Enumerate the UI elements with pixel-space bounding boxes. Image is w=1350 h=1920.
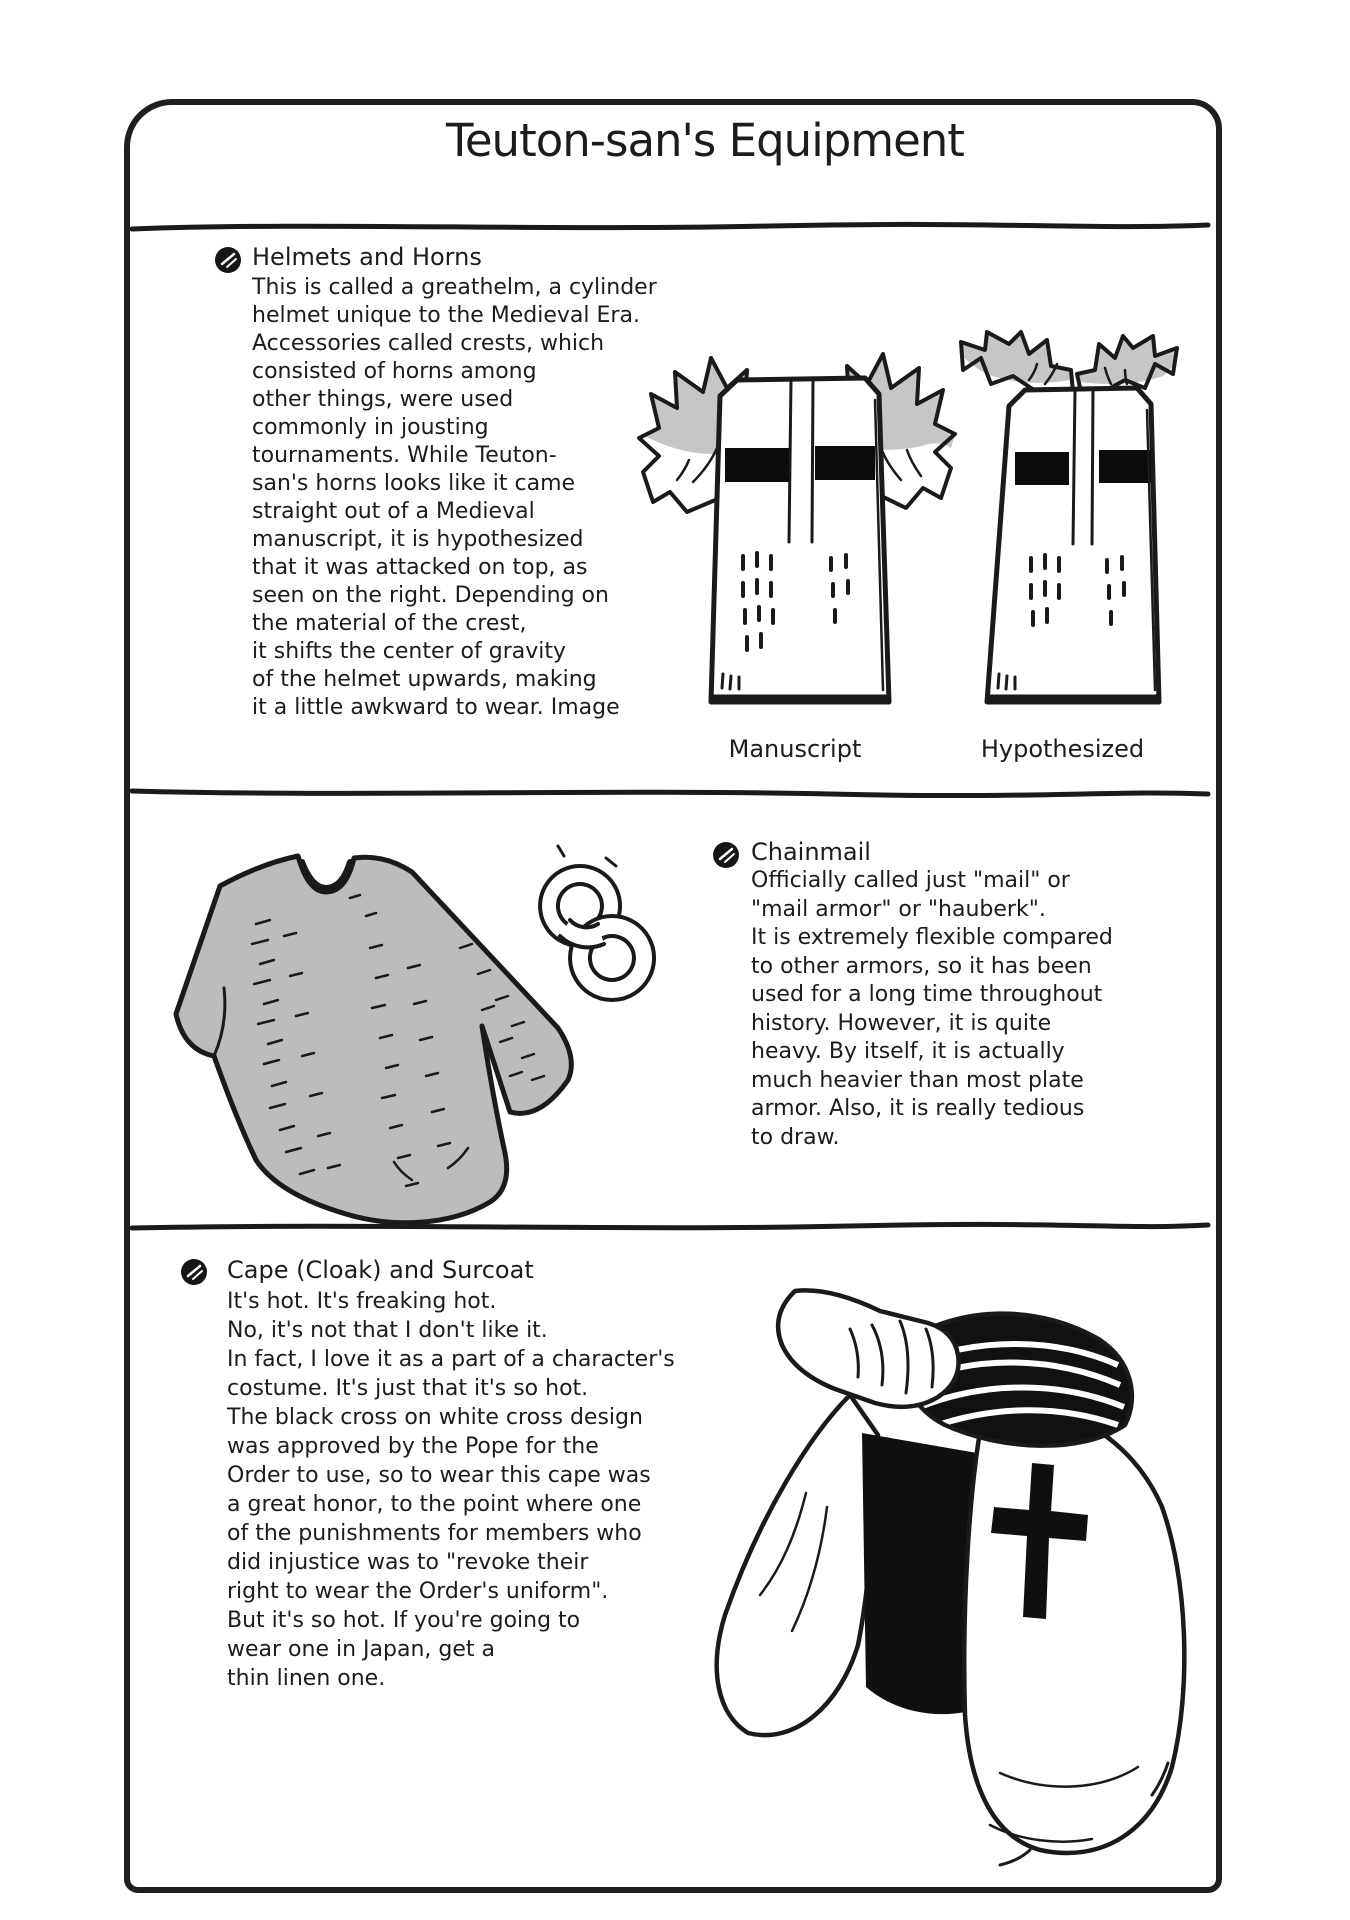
greathelm-hypothesized-illustration <box>961 332 1177 702</box>
chainmail-shirt-illustration <box>176 856 571 1223</box>
bullet-icon <box>179 1257 211 1289</box>
section-body-chainmail: Officially called just "mail" or "mail armor" or "hauberk". It is extremely flexible compared to other armors, so it has been used for a long time throughout history. However, it is quite heavy. By itself, it is actually much heavier than most plate armor. Also, it is really tedious to draw. <box>751 868 1113 1150</box>
caption-hypothesized: Hypothesized <box>980 735 1145 763</box>
section-divider <box>130 787 1210 799</box>
section-divider <box>130 1222 1210 1234</box>
section-body-cape: It's hot. It's freaking hot. No, it's not that I don't like it. In fact, I love it as a part of a character's costume. It's just that it's so hot. The black cross on white cross design was approved by the Pope for the Order to use, so to wear this cape was a great honor, to the point where one of the punishments for members who did injustice was to "revoke their right to wear the Order's uniform". But it's so hot. If you're going to wear one in Japan, get a thin linen one. <box>227 1289 675 1691</box>
chain-rings-illustration <box>540 846 654 1000</box>
greathelm-illustrations <box>625 330 1210 730</box>
bullet-icon <box>213 245 245 277</box>
chainmail-illustration <box>160 828 670 1228</box>
bullet-icon <box>711 840 743 872</box>
caption-manuscript: Manuscript <box>728 735 862 763</box>
cape-illustration <box>700 1285 1205 1870</box>
section-heading-helmets: Helmets and Horns <box>252 243 482 271</box>
page-title: Teuton-san's Equipment <box>446 114 964 167</box>
section-heading-chainmail: Chainmail <box>751 838 871 866</box>
section-body-helmets: This is called a greathelm, a cylinder helmet unique to the Medieval Era. Accessories called crests, which consisted of horns among other things, were used commonly in jousting tournaments. While Teuton- san's horns looks like it came straight out of a Medieval manuscript, it is hypothesized that it was attacked on top, as seen on the right. Depending on the material of the crest, it shifts the center of gravity of the helmet upwards, making it a little awkward to wear. Image <box>252 275 657 720</box>
section-divider <box>130 221 1210 233</box>
section-heading-cape: Cape (Cloak) and Surcoat <box>227 1256 534 1284</box>
greathelm-manuscript-illustration <box>639 354 955 702</box>
hand-illustration <box>778 1290 958 1406</box>
